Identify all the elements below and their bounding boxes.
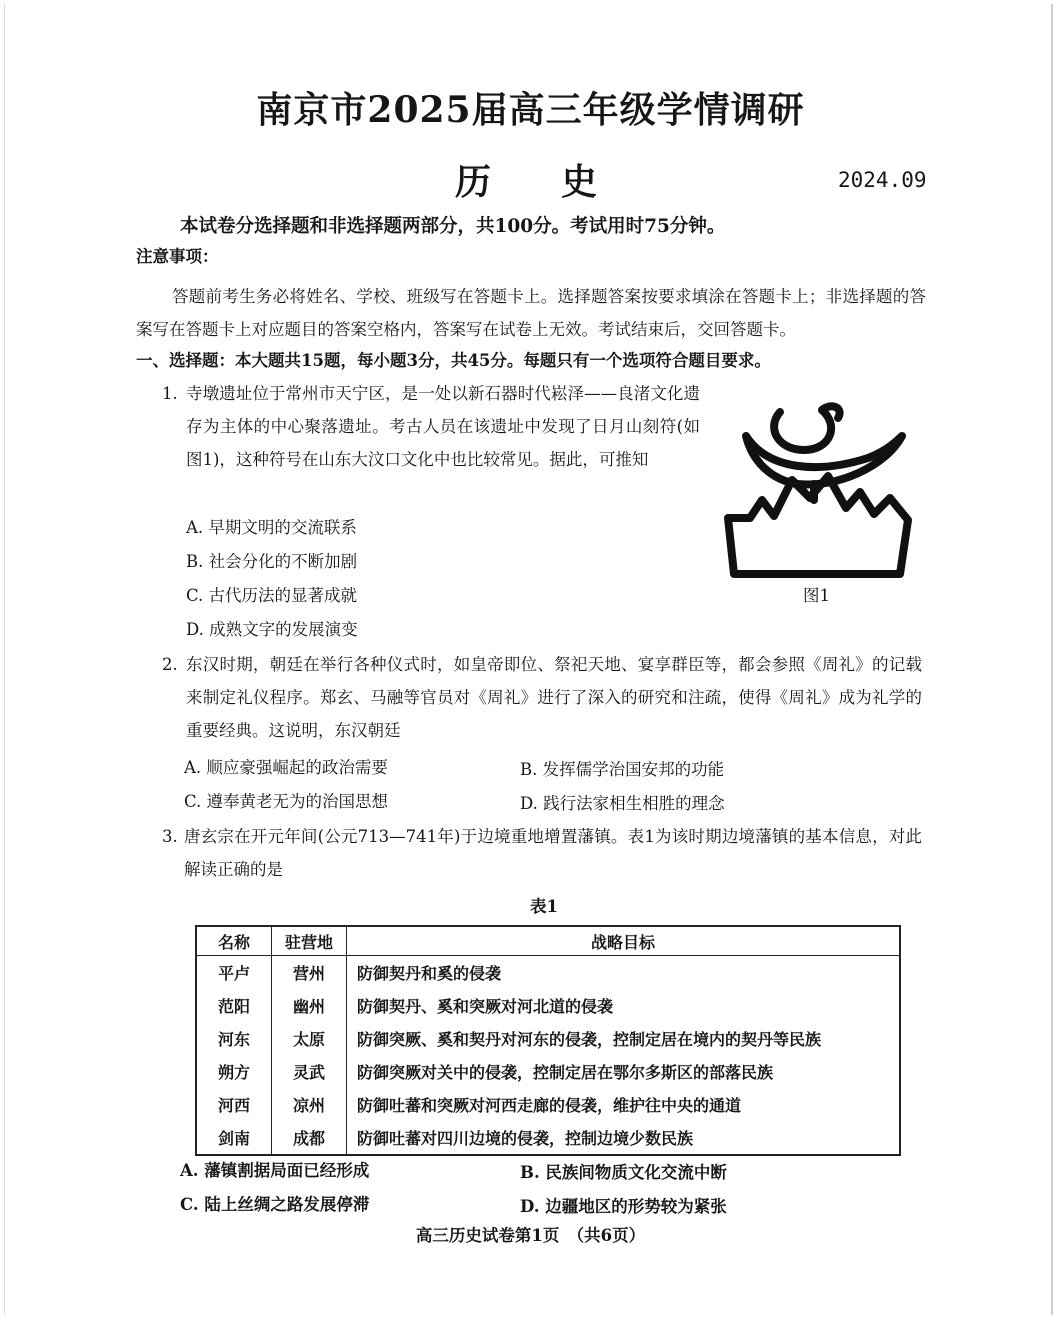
question-3-number: 3.: [162, 827, 178, 846]
table-cell-camp: 营州: [272, 956, 347, 990]
table-header-name: 名称: [196, 926, 272, 956]
question-1-option-c: C. 古代历法的显著成就: [186, 586, 358, 605]
question-3-option-c: C. 陆上丝绸之路发展停滞: [180, 1195, 370, 1214]
table-cell-name: 河西: [196, 1088, 272, 1121]
table-cell-name: 范阳: [196, 989, 272, 1022]
table-cell-goal: 防御突厥对关中的侵袭，控制定居在鄂尔多斯区的部落民族: [347, 1055, 901, 1088]
sun-moon-mountain-symbol-figure: [718, 388, 918, 580]
notice-heading: 注意事项：: [136, 247, 219, 266]
table-cell-goal: 防御吐蕃和突厥对河西走廊的侵袭，维护往中央的通道: [347, 1088, 901, 1121]
table-row: [196, 1022, 900, 1055]
table-cell-camp: 成都: [272, 1121, 347, 1155]
table-cell-name: 朔方: [196, 1055, 272, 1088]
figure-1-caption: 图1: [803, 586, 830, 605]
question-2-option-a: A. 顺应豪强崛起的政治需要: [184, 758, 388, 777]
table-cell-camp: 太原: [272, 1022, 347, 1055]
exam-title: 南京市2025届高三年级学情调研: [256, 89, 805, 131]
table-row: [196, 989, 900, 1022]
table-header-row: [196, 926, 900, 956]
table-1: [195, 925, 901, 1156]
table-cell-goal: 防御突厥、奚和契丹对河东的侵袭，控制定居在境内的契丹等民族: [347, 1022, 901, 1055]
exam-info: 本试卷分选择题和非选择题两部分，共100分。考试用时75分钟。: [180, 216, 726, 237]
question-3-stem: 唐玄宗在开元年间(公元713—741年)于边境重地增置藩镇。表1为该时期边境藩镇的基本信息，对此解读正确的是: [184, 827, 922, 879]
question-1-option-b: B. 社会分化的不断加剧: [186, 552, 358, 571]
question-2-stem: 东汉时期，朝廷在举行各种仪式时，如皇帝即位、祭祀天地、宴享群臣等，都会参照《周礼》的记载来制定礼仪程序。郑玄、马融等官员对《周礼》进行了深入的研究和注疏，使得《周礼》成为礼学的重要经典。这说明，东汉朝廷: [186, 655, 922, 740]
page-footer: 高三历史试卷第1页 （共6页）: [415, 1226, 646, 1245]
question-3-option-b: B. 民族间物质文化交流中断: [520, 1163, 727, 1182]
table-row: [196, 1121, 900, 1155]
table-cell-goal: 防御契丹和奚的侵袭: [347, 956, 901, 990]
question-1-option-a: A. 早期文明的交流联系: [186, 518, 357, 537]
table-header-camp: 驻营地: [272, 926, 347, 956]
question-2-option-b: B. 发挥儒学治国安邦的功能: [520, 760, 725, 779]
question-2-number: 2.: [162, 655, 178, 674]
question-1-stem: 寺墩遗址位于常州市天宁区，是一处以新石器时代崧泽——良渚文化遗存为主体的中心聚落遗址。考古人员在该遗址中发现了日月山刻符(如图1)，这种符号在山东大汶口文化中也比较常见。据此，可推知: [186, 384, 700, 469]
question-3-option-d: D. 边疆地区的形势较为紧张: [520, 1197, 727, 1216]
notice-text: 答题前考生务必将姓名、学校、班级写在答题卡上。选择题答案按要求填涂在答题卡上；非选择题的答案写在答题卡上对应题目的答案空格内，答案写在试卷上无效。考试结束后，交回答题卡。: [136, 287, 926, 339]
section-heading: 一、选择题：本大题共15题，每小题3分，共45分。每题只有一个选项符合题目要求。: [136, 351, 771, 370]
question-2-option-c: C. 遵奉黄老无为的治国思想: [184, 792, 389, 811]
table-header-goal: 战略目标: [347, 926, 901, 956]
table-cell-camp: 幽州: [272, 989, 347, 1022]
question-3-option-a: A. 藩镇割据局面已经形成: [180, 1161, 370, 1180]
subject-title: 历史: [455, 161, 668, 203]
table-row: [196, 1088, 900, 1121]
table-cell-name: 平卢: [196, 956, 272, 990]
table-row: [196, 956, 900, 990]
exam-date: 2024.09: [838, 168, 927, 192]
question-1-option-d: D. 成熟文字的发展演变: [186, 620, 358, 639]
table-row: [196, 1055, 900, 1088]
table-cell-camp: 凉州: [272, 1088, 347, 1121]
table-1-caption: 表1: [530, 897, 558, 916]
table-cell-name: 河东: [196, 1022, 272, 1055]
table-cell-name: 剑南: [196, 1121, 272, 1155]
table-cell-camp: 灵武: [272, 1055, 347, 1088]
question-2-option-d: D. 践行法家相生相胜的理念: [520, 794, 725, 813]
table-cell-goal: 防御吐蕃对四川边境的侵袭，控制边境少数民族: [347, 1121, 901, 1155]
question-1-number: 1.: [162, 384, 178, 403]
table-cell-goal: 防御契丹、奚和突厥对河北道的侵袭: [347, 989, 901, 1022]
